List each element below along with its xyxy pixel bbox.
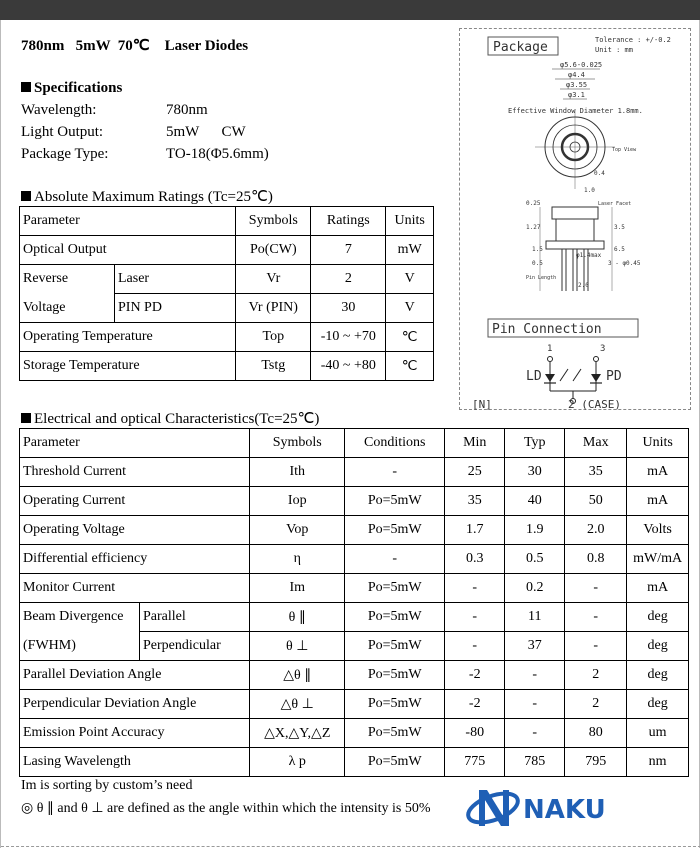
table-row: Emission Point Accuracy △X,△Y,△Z Po=5mW -80 - 80 um bbox=[20, 719, 689, 748]
naku-logo bbox=[465, 778, 645, 838]
table-row: Monitor Current Im Po=5mW - 0.2 - mA bbox=[20, 574, 689, 603]
note-angle-definition: ◎ θ ∥ and θ ⊥ are defined as the angle within which the intensity is 50% bbox=[21, 801, 431, 816]
dim-d1: φ5.6-0.025 bbox=[560, 61, 603, 69]
logo-text: NAKU bbox=[523, 795, 606, 825]
square-bullet-icon bbox=[21, 82, 31, 92]
tolerance-text: Tolerance : +/-0.2 bbox=[595, 36, 671, 44]
top-view-label: Top View bbox=[612, 147, 637, 153]
table-row: Reverse Laser Vr 2 V bbox=[20, 265, 434, 294]
top-bar bbox=[0, 0, 700, 20]
dim-1-0: 1.0 bbox=[584, 187, 595, 194]
note-im-sorting: Im is sorting by custom’s need bbox=[21, 778, 193, 793]
ld-diode-icon bbox=[545, 374, 555, 382]
table-row: Perpendicular Deviation Angle △θ ⊥ Po=5mW -2 - 2 deg bbox=[20, 690, 689, 719]
dim-0-25: 0.25 bbox=[526, 200, 541, 207]
pin-connection-label: Pin Connection bbox=[492, 322, 602, 337]
dim-d3: φ3.55 bbox=[566, 81, 588, 89]
pd-diode-icon bbox=[591, 374, 601, 382]
table-row: Differential efficiency η - 0.3 0.5 0.8 mW/mA bbox=[20, 545, 689, 574]
package-label: Package bbox=[493, 40, 548, 55]
dim-1-5: 1.5 bbox=[532, 246, 543, 253]
pin-dia-label: φ1.4max bbox=[576, 252, 602, 259]
window-text: Effective Window Diameter 1.8mm. bbox=[508, 107, 643, 115]
table-row: Beam Divergence Parallel θ ∥ Po=5mW - 11 - deg bbox=[20, 603, 689, 632]
case-label: 2 (CASE) bbox=[568, 398, 621, 411]
table-header-row: Parameter Symbols Conditions Min Typ Max Units bbox=[20, 429, 689, 458]
page-title: 780nm 5mW 70℃ Laser Diodes bbox=[21, 38, 249, 54]
dim-6-5: 6.5 bbox=[614, 246, 625, 253]
table-row: Voltage PIN PD Vr (PIN) 30 V bbox=[20, 294, 434, 323]
elec-heading: Electrical and optical Characteristics(Tc=25℃) bbox=[21, 409, 319, 428]
table-row: Operating Temperature Top -10 ~ +70 ℃ bbox=[20, 323, 434, 352]
table-header-row: Parameter Symbols Ratings Units bbox=[20, 207, 434, 236]
unit-text: Unit : mm bbox=[595, 46, 633, 54]
dim-1-27: 1.27 bbox=[526, 224, 541, 231]
ld-pd-schematic bbox=[548, 357, 599, 404]
top-view bbox=[535, 109, 615, 189]
pin-1-label: 1 bbox=[547, 344, 553, 354]
bottom-divider bbox=[1, 846, 700, 847]
square-bullet-icon bbox=[21, 191, 31, 201]
specifications-heading: Specifications bbox=[21, 80, 122, 97]
package-drawing-panel bbox=[459, 28, 691, 410]
pins-label: 3 - φ0.45 bbox=[608, 260, 641, 267]
laser-facet-label: Laser Facet bbox=[598, 201, 632, 207]
dim-0-5: 0.5 bbox=[532, 260, 543, 267]
abs-max-table bbox=[19, 206, 434, 381]
ld-label: LD bbox=[526, 369, 542, 384]
dim-0-4: 0.4 bbox=[594, 170, 605, 177]
table-row: Storage Temperature Tstg -40 ~ +80 ℃ bbox=[20, 352, 434, 381]
table-row: Operating Current Iop Po=5mW 35 40 50 mA bbox=[20, 487, 689, 516]
dim-2-0: 2.0 bbox=[578, 282, 589, 289]
table-row: (FWHM) Perpendicular θ ⊥ Po=5mW - 37 - deg bbox=[20, 632, 689, 661]
elec-table bbox=[19, 428, 689, 777]
n-label: [N] bbox=[472, 398, 492, 411]
table-row: Threshold Current Ith - 25 30 35 mA bbox=[20, 458, 689, 487]
pd-label: PD bbox=[606, 369, 622, 384]
table-row: Parallel Deviation Angle △θ ∥ Po=5mW -2 - 2 deg bbox=[20, 661, 689, 690]
pin-3-label: 3 bbox=[600, 344, 606, 354]
table-row: Operating Voltage Vop Po=5mW 1.7 1.9 2.0 Volts bbox=[20, 516, 689, 545]
dim-d2: φ4.4 bbox=[568, 71, 585, 79]
pin-length-label: Pin Length bbox=[526, 275, 557, 281]
table-row: Lasing Wavelength λ p Po=5mW 775 785 795 nm bbox=[20, 748, 689, 777]
datasheet-page: 780nm 5mW 70℃ Laser Diodes Specifications Wavelength: 780nm Light Output: 5mW CW Package Type: TO-18(Φ5.6mm) Absolute Maximum Ratings (Tc=25℃) Parameter Symbols Ratings Units Optical Output Po(CW) 7 mW Reverse Laser Vr 2 V Voltage PIN PD Vr (PIN) 30 V Operating Temperature Top -10 ~ +70 ℃ Storage Temperature Tstg -40 ~ +80 ℃ Package Tolerance : +/-0.2 Unit : mm φ5.6-0.025 φ4.4 φ3.55 φ3.1 Effective Window Diameter 1.8mm. Top View 1.0 0.4 Laser Facet 3 - φ0.45 φ1.4max Pin Length 0.25 1.27 3.5 6.5 1.5 0.5 2.0 Pin Connection 1 3 LD PD 2 (CASE) [N] Electrical and optical Characteristics(Tc=25℃) Parameter Symbols Conditions Min Typ Max Units Threshold Current Ith - 25 30 35 mA Operating Current Iop Po=5mW 35 40 50 mA Operating Voltage Vop Po=5mW 1.7 1.9 2.0 Volts Differential efficiency η - 0.3 0.5 0.8 mW/mA Monitor Current Im Po=5mW - 0.2 - mA Beam Divergence Parallel θ ∥ Po=5mW - 11 - deg (FWHM) Perpendicular θ ⊥ Po=5mW - 37 - deg Parallel Deviation Angle △θ ∥ Po=5mW -2 - 2 deg Perpendicular Deviation Angle △θ ⊥ Po=5mW -2 - 2 deg Emission Point Accuracy △X,△Y,△Z Po=5mW -80 - 80 um Lasing Wavelength λ p Po=5mW 775 785 795 nm Im is sorting by custom’s need ◎ θ ∥ and θ ⊥ are defined as the angle within which the intensity is 50% bbox=[0, 20, 700, 848]
table-row: Optical Output Po(CW) 7 mW bbox=[20, 236, 434, 265]
square-bullet-icon bbox=[21, 413, 31, 423]
dim-d4: φ3.1 bbox=[568, 91, 585, 99]
package-drawing bbox=[460, 29, 692, 411]
dim-3-5: 3.5 bbox=[614, 224, 625, 231]
abs-max-heading: Absolute Maximum Ratings (Tc=25℃) bbox=[21, 187, 273, 206]
